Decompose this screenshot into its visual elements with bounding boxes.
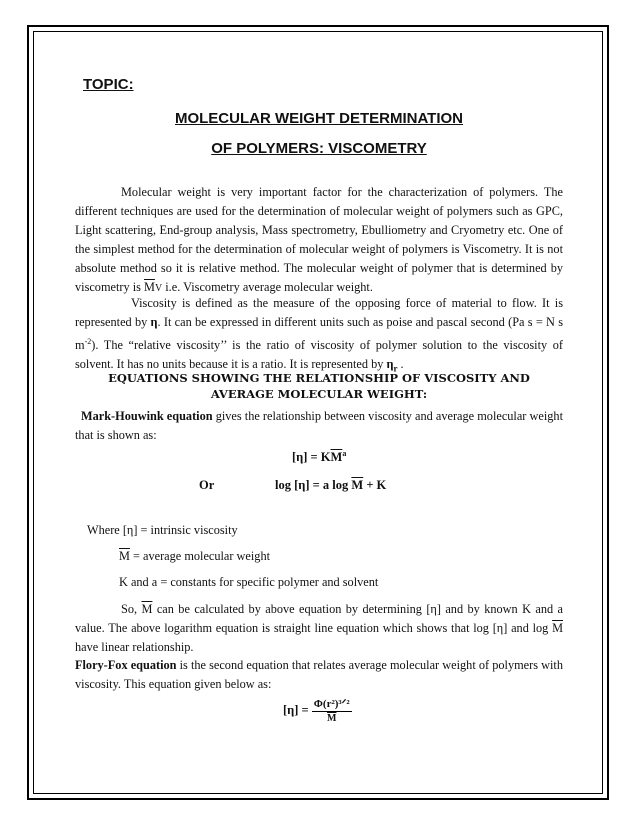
eta-symbol: η <box>150 315 158 329</box>
equation-mark-houwink: $[\eta] = K\overline{M}^a$ <box>292 449 347 465</box>
title-line-1: MOLECULAR WEIGHT DETERMINATION <box>174 110 464 127</box>
paragraph-intro: Molecular weight is very important factor for the characterization of polymers. The different techniques are used for the determination of molecular weight of polymers such as GPC, Light scattering, End-group analysis, Mass spectrometry, Ebulliometry and Cryometry etc. One of the simplest method for the determination of molecular weight of polymers is Viscometry. It is not absolute method so it is relative method. The molecular weight of polymer that is determined by viscometry is $\overline{M}V$ i.e. Viscometry average molecular weight. <box>75 185 563 294</box>
paragraph-calculation: So, $\overline{M}$ can be calculated by above equation by determining [η] and by known K and a value. The above logarithm equation is straight line equation which shows that log [η] and $\log \overline{M}$ have linear relationship. <box>75 602 564 654</box>
equation-or-label: Or <box>199 478 215 492</box>
mv-symbol: $\overline{M}$ <box>144 280 155 294</box>
paragraph-flory-fox: Flory-Fox equation is the second equation that relates average molecular weight of polymers with viscosity. This equation given below as: <box>75 658 563 691</box>
section-heading: EQUATIONS SHOWING THE RELATIONSHIP OF VISCOSITY AND AVERAGE MOLECULAR WEIGHT: <box>108 371 530 401</box>
paragraph-viscosity: Viscosity is defined as the measure of the opposing force of material to flow. It is represented by η. It can be expressed in different units such as poise and pascal second (Pa s = N s $m^{-2}$). The “relative viscosity’’ is the ratio of viscosity of polymer solution to the viscosity of solvent. It has no units because it is a ratio. It is represented by $\eta_r$ . <box>75 296 563 374</box>
title-line-2: OF POLYMERS: VISCOMETRY <box>211 140 427 157</box>
where-m: $\overline{M}$ = average molecular weight <box>119 549 271 563</box>
eta-r-symbol: η <box>386 357 394 372</box>
flory-fox-fraction: $\frac{\text{Φ(r²)³ᐟ²}}{M}$ <box>313 698 350 724</box>
where-k-a: K and a = constants for specific polymer and solvent <box>119 575 379 589</box>
where-intrinsic: Where [η] = intrinsic viscosity <box>87 523 238 537</box>
equation-log-form: log [η] = a $\log \overline{M} + K$ <box>275 478 387 492</box>
equation-flory-fox: [η] = $\frac{\text{Φ(r²)³ᐟ²}}{M}$ <box>283 698 350 724</box>
topic-label: TOPIC: <box>83 76 134 93</box>
paragraph-mark-houwink: Mark-Houwink equation gives the relationship between viscosity and average molecular weight that is shown as: <box>75 409 563 442</box>
